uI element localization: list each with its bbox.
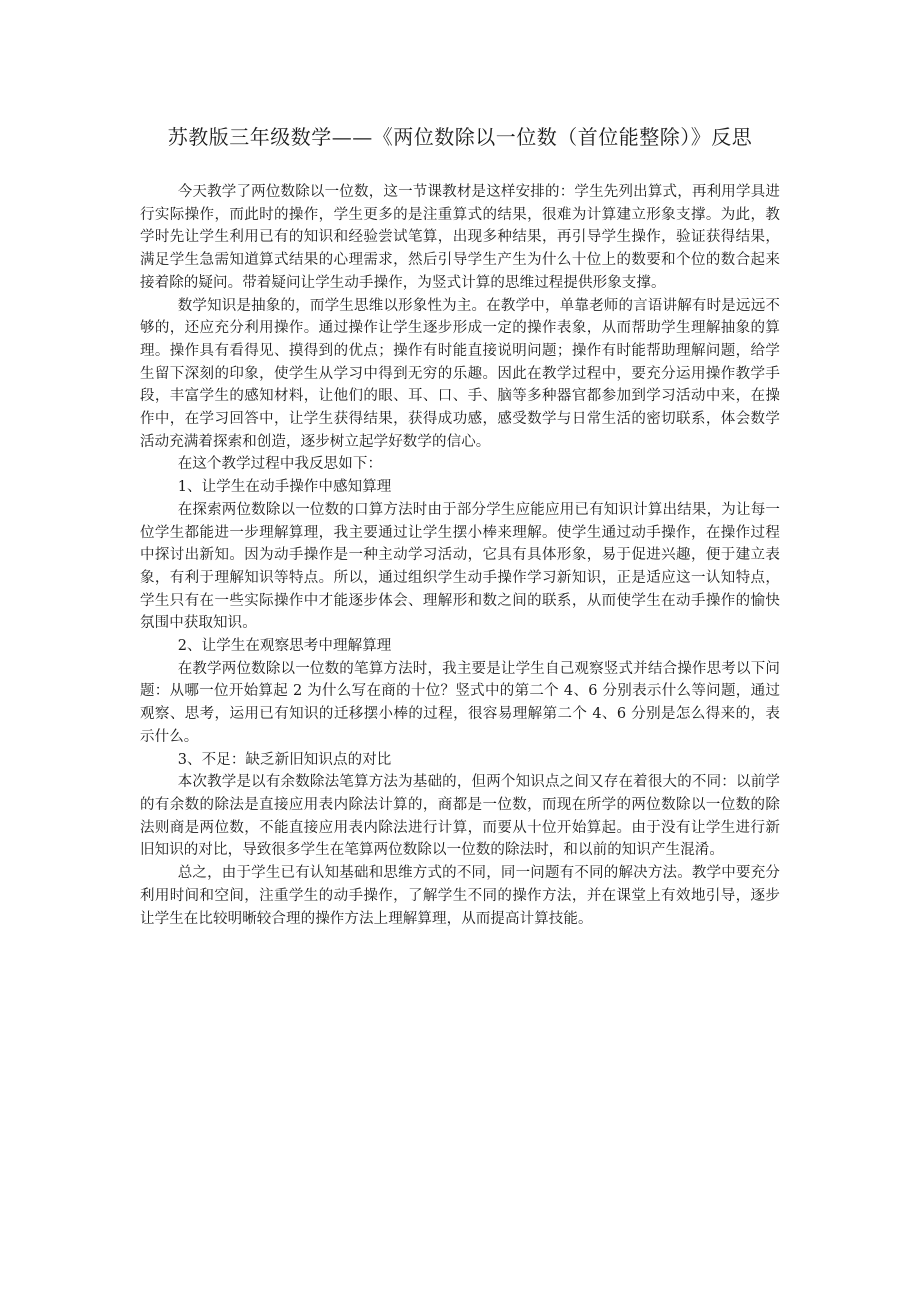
paragraph-summary: 总之，由于学生已有认知基础和思维方式的不同，同一问题有不同的解决方法。教学中要充分利用时间和空间，注重学生的动手操作，了解学生不同的操作方法，并在课堂上有效地引导，逐步让学生在比较明晰较合理的操作方法上理解算理，从而提高计算技能。 — [140, 865, 780, 927]
section-heading-1: 1、让学生在动手操作中感知算理 — [177, 479, 392, 496]
paragraph-section-3: 本次教学是以有余数除法笔算方法为基础的，但两个知识点之间又存在着很大的不同：以前学的有余数的除法是直接应用表内除法计算的，商都是一位数，而现在所学的两位数除以一位数的除法则商是两位数，不能直接应用表内除法进行计算，而要从十位开始算起。由于没有让学生进行新旧知识的对比，导致很多学生在笔算两位数除以一位数的除法时，和以前的知识产生混淆。 — [140, 774, 780, 859]
section-heading-3: 3、不足：缺乏新旧知识点的对比 — [177, 751, 392, 768]
paragraph-abstract-thinking: 数学知识是抽象的，而学生思维以形象性为主。在教学中，单靠老师的言语讲解有时是远远不够的，还应充分利用操作。通过操作让学生逐步形成一定的操作表象，从而帮助学生理解抽象的算理。操作具有看得见、摸得到的优点；操作有时能直接说明问题；操作有时能帮助理解问题，给学生留下深刻的印象，使学生从学习中得到无穷的乐趣。因此在教学过程中，要充分运用操作教学手段，丰富学生的感知材料，让他们的眼、耳、口、手、脑等多种器官都参加到学习活动中来，在操作中，在学习回答中，让学生获得结果，获得成功感，感受数学与日常生活的密切联系，体会数学活动充满着探索和创造，逐步树立起学好数学的信心。 — [140, 297, 780, 450]
document-title: 苏教版三年级数学——《两位数除以一位数（首位能整除）》反思 — [167, 125, 753, 149]
paragraph-section-2: 在教学两位数除以一位数的笔算方法时，我主要是让学生自己观察竖式并结合操作思考以下问题：从哪一位开始算起 2 为什么写在商的十位？竖式中的第二个 4、6 分别表示什么等问题，通过观察、思考，运用已有知识的迁移摆小棒的过程，很容易理解第二个 4、6 分别是怎么得来的，表示什么。 — [140, 660, 780, 745]
paragraph-reflection-intro: 在这个教学过程中我反思如下： — [177, 456, 383, 473]
section-heading-2: 2、让学生在观察思考中理解算理 — [177, 638, 392, 655]
paragraph-intro: 今天教学了两位数除以一位数，这一节课教材是这样安排的：学生先列出算式，再利用学具进行实际操作，而此时的操作，学生更多的是注重算式的结果，很难为计算建立形象支撑。为此，教学时先让学生利用已有的知识和经验尝试笔算，出现多种结果，再引导学生操作，验证获得结果，满足学生急需知道算式结果的心理需求，然后引导学生产生为什么十位上的数要和个位的数合起来接着除的疑问。带着疑问让学生动手操作，为竖式计算的思维过程提供形象支撑。 — [140, 184, 780, 291]
paragraph-section-1: 在探索两位数除以一位数的口算方法时由于部分学生应能应用已有知识计算出结果，为让每一位学生都能进一步理解算理，我主要通过让学生摆小棒来理解。使学生通过动手操作，在操作过程中探讨出新知。因为动手操作是一种主动学习活动，它具有具体形象，易于促进兴趣，便于建立表象，有利于理解知识等特点。所以，通过组织学生动手操作学习新知识，正是适应这一认知特点，学生只有在一些实际操作中才能逐步体会、理解形和数之间的联系，从而使学生在动手操作的愉快氛围中获取知识。 — [140, 501, 780, 632]
document-body — [140, 181, 780, 930]
